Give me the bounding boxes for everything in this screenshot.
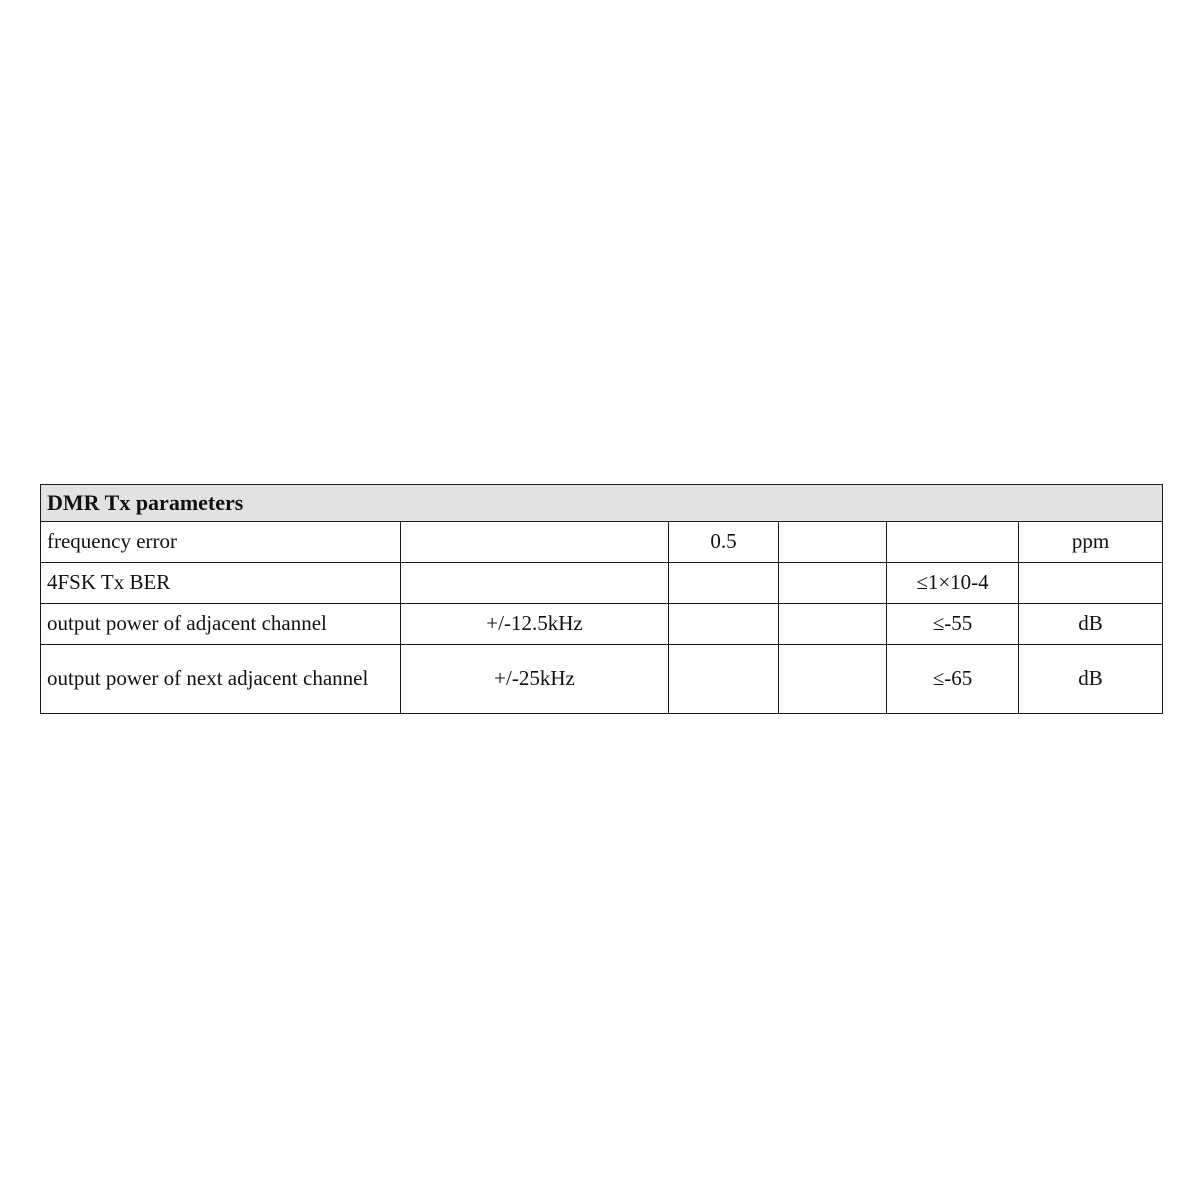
table-header-row [41,485,1163,522]
spec-table-container [40,484,1162,714]
row-limit [887,521,1019,562]
row-value [779,521,887,562]
row-unit: ppm [1019,521,1163,562]
table-row [41,521,1163,562]
row-parameter: frequency error [41,521,401,562]
row-condition [401,562,669,603]
row-parameter [41,644,401,713]
row-unit: dB [1019,603,1163,644]
row-limit: ≤-65 [887,644,1019,713]
row-unit: dB [1019,644,1163,713]
row-parameter: output power of adjacent channel [41,603,401,644]
table-row [41,603,1163,644]
row-limit: ≤-55 [887,603,1019,644]
row-parameter-text: output power of next adjacent channel [47,665,369,690]
row-condition: +/-12.5kHz [401,603,669,644]
table-title: DMR Tx parameters [41,485,1163,522]
row-typical: 0.5 [669,521,779,562]
row-condition: +/-25kHz [401,644,669,713]
row-typical [669,603,779,644]
row-limit: ≤1×10-4 [887,562,1019,603]
row-typical [669,562,779,603]
row-unit [1019,562,1163,603]
row-parameter: 4FSK Tx BER [41,562,401,603]
table-row [41,562,1163,603]
row-value [779,603,887,644]
row-typical [669,644,779,713]
dmr-tx-parameters-table [40,484,1163,714]
table-row [41,644,1163,713]
row-value [779,644,887,713]
row-condition [401,521,669,562]
row-value [779,562,887,603]
